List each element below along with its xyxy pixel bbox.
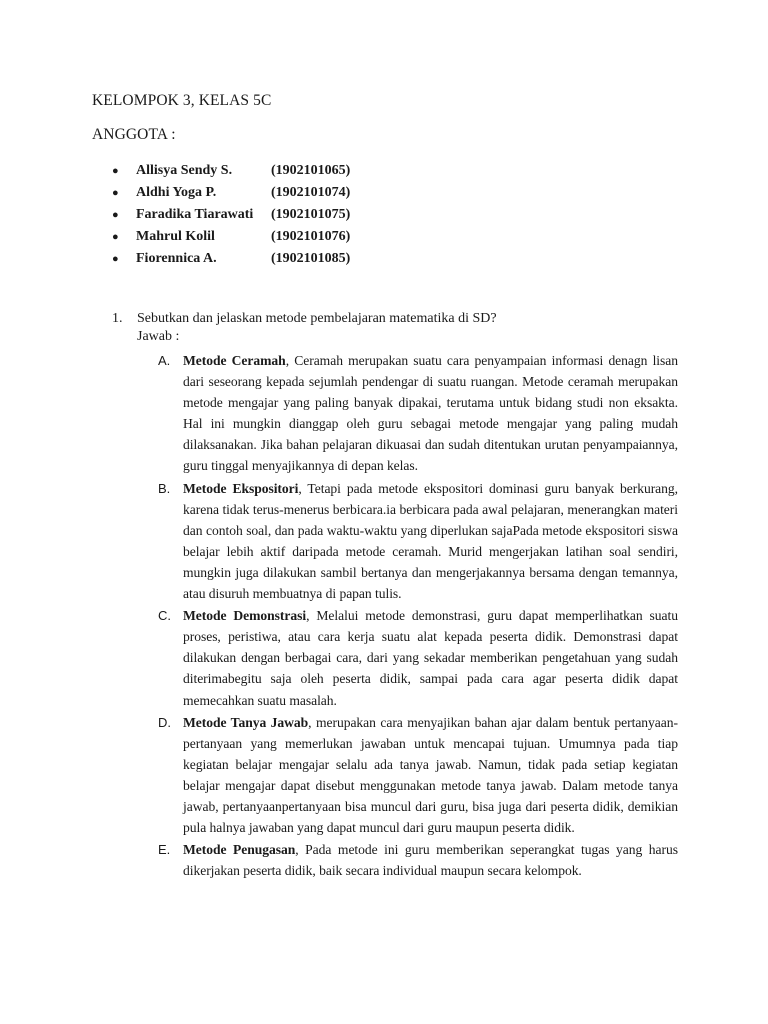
question-block: [112, 311, 692, 345]
member-name: Mahrul Kolil: [136, 229, 215, 244]
bullet-icon: ●: [112, 231, 119, 243]
method-title: Metode Demonstrasi: [183, 608, 307, 624]
method-title: Metode Penugasan: [183, 842, 296, 858]
method-title: Metode Ekspositori: [183, 480, 299, 496]
method-title: Metode Tanya Jawab: [183, 714, 309, 730]
answer-label: Jawab :: [137, 329, 180, 344]
method-letter: A.: [158, 353, 171, 368]
member-item: [112, 204, 350, 226]
method-letter: B.: [158, 480, 171, 496]
method-text: , Melalui metode demonstrasi, guru dapat memperlihatkan suatu proses, peristiwa, atau cara kerja suatu alat kepada peserta didik. Demonstrasi dapat dilakukan dengan berbagai cara, dari yang sekadar memberikan pengetahuan yang sudah diterimabegitu saja oleh peserta didik, sampai pada cara agar peserta didik dapat memecahkan suatu masalah.: [183, 608, 678, 708]
member-name: Allisya Sendy S.: [136, 163, 233, 178]
members-title: ANGGOTA :: [92, 126, 176, 143]
bullet-icon: ●: [112, 209, 119, 221]
method-item-ceramah: [156, 350, 678, 477]
method-text: , Tetapi pada metode ekspositori dominasi guru banyak berkurang, karena tidak terus-menerus berbicara.ia berbicara pada awal pelajaran, menerangkan materi dan contoh soal, dan pada waktu-waktu yang diperlukan sajaPada metode ekspositori siswa belajar lebih aktif daripada metode ceramah. Murid mengerjakan latihan soal sendiri, mungkin juga dilakukan sambil bertanya dan mengerjakannya bersama dengan temannya, atau disuruh membuatnya di papan tulis.: [183, 480, 678, 602]
method-body: [183, 712, 678, 839]
question-text: Sebutkan dan jelaskan metode pembelajaran matematika di SD?: [137, 311, 497, 326]
method-body: [183, 350, 678, 477]
question-number: 1.: [112, 311, 123, 326]
members-list: [112, 160, 350, 270]
method-title: Metode Ceramah: [183, 353, 286, 368]
method-item-demonstrasi: [156, 605, 678, 710]
method-letter: D.: [158, 714, 171, 730]
member-nim: (1902101074): [271, 185, 351, 200]
method-letter: E.: [158, 842, 171, 858]
bullet-icon: ●: [112, 187, 119, 199]
bullet-icon: ●: [112, 253, 119, 265]
member-nim: (1902101075): [271, 207, 351, 222]
method-text: , Pada metode ini guru memberikan seperangkat tugas yang harus dikerjakan peserta didik, baik secara individual maupun secara kelompok.: [183, 842, 678, 879]
group-title: KELOMPOK 3, KELAS 5C: [92, 92, 272, 109]
bullet-icon: ●: [112, 165, 119, 177]
method-text: , merupakan cara menyajikan bahan ajar dalam bentuk pertanyaan-pertanyaan yang memerlukan jawaban untuk mencapai tujuan. Umumnya pada tiap kegiatan belajar mengajar selalu ada tanya jawab. Namun, tidak pada setiap kegiatan belajar mengajar dapat disebut menggunakan metode tanya jawab. Dalam metode tanya jawab, pertanyaanpertanyaan bisa muncul dari guru, bisa juga dari peserta didik, demikian pula halnya jawaban yang dapat muncul dari guru maupun peserta didik.: [183, 714, 678, 836]
methods-list: [156, 350, 678, 882]
method-body: [183, 839, 678, 881]
method-item-penugasan: [156, 839, 678, 881]
member-nim: (1902101065): [271, 163, 351, 178]
method-body: [183, 605, 678, 710]
method-text: , Ceramah merupakan suatu cara penyampaian informasi denagn lisan dari seseorang kepada sejumlah pendengar di suatu ruangan. Metode ceramah merupakan metode mengajar yang paling banyak dipakai, terutama untuk bidang studi non eksakta. Hal ini mungkin dianggap oleh guru sebagai metode mengajar yang paling mudah dilaksanakan. Jika bahan pelajaran dikuasai dan sudah ditentukan urutan penyampaiannya, guru tinggal menyajikannya di depan kelas.: [183, 353, 679, 474]
method-letter: C.: [158, 608, 171, 624]
member-name: Faradika Tiarawati: [136, 207, 254, 222]
member-item: [112, 182, 350, 204]
member-item: [112, 226, 350, 248]
member-nim: (1902101076): [271, 229, 351, 244]
member-nim: (1902101085): [271, 251, 351, 266]
member-name: Aldhi Yoga P.: [136, 185, 217, 200]
method-item-ekspositori: [156, 478, 678, 605]
method-item-tanya-jawab: [156, 712, 678, 839]
method-body: [183, 478, 678, 605]
member-name: Fiorennica A.: [136, 251, 217, 266]
member-item: [112, 160, 350, 182]
member-item: [112, 248, 350, 270]
